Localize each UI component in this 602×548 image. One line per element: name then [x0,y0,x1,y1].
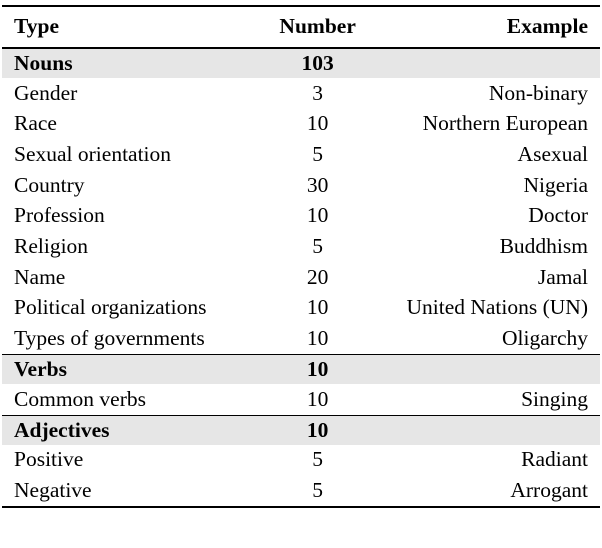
table-row [2,139,600,170]
table-row [2,78,600,109]
row-type: Race [14,111,57,136]
row-number: 5 [241,476,395,508]
row-number: 3 [312,80,324,105]
table-row [2,476,600,508]
category-table [2,5,600,508]
row-example: Asexual [517,141,588,166]
section-total: 103 [241,48,395,78]
row-type: Name [14,264,66,289]
row-type: Political organizations [14,295,207,320]
row-type: Profession [14,203,105,228]
row-example: Jamal [537,264,588,289]
section-row-nouns [2,48,600,78]
row-example: Buddhism [499,234,588,259]
section-spacer [394,48,600,78]
row-number: 10 [306,203,329,228]
row-type: Positive [14,447,84,472]
row-example: Non-binary [488,80,588,105]
row-number: 10 [306,326,329,351]
table-row [2,201,600,232]
row-example: Radiant [521,447,588,472]
row-example: Doctor [528,203,588,228]
table-row [2,170,600,201]
header-type: Type [2,6,241,48]
table-row [2,293,600,324]
section-name: Adjectives [2,415,241,445]
header-row [2,6,600,48]
row-example: Northern European [422,111,588,136]
table-row [2,262,600,293]
table-body [2,48,600,507]
table-header [2,6,600,48]
table-row [2,445,600,476]
row-example: United Nations (UN) [406,295,588,320]
row-example: Singing [521,386,588,411]
row-type: Negative [2,476,241,508]
row-type: Country [14,172,85,197]
row-example: Arrogant [394,476,600,508]
header-number: Number [241,6,395,48]
row-type: Common verbs [14,386,146,411]
table-row [2,109,600,140]
table-row [2,231,600,262]
row-example: Oligarchy [502,326,588,351]
section-name: Verbs [2,355,241,385]
row-type: Sexual orientation [14,141,172,166]
section-spacer [394,355,600,385]
row-number: 30 [306,172,329,197]
row-type: Religion [14,234,89,259]
section-spacer [394,415,600,445]
section-name: Nouns [2,48,241,78]
row-number: 5 [312,234,324,259]
row-number: 5 [312,141,324,166]
row-number: 5 [312,447,324,472]
row-type: Types of governments [14,326,205,351]
table-row [2,324,600,355]
table-row [2,384,600,415]
row-number: 10 [306,386,329,411]
section-row-adjectives [2,415,600,445]
row-number: 10 [306,295,329,320]
section-total: 10 [241,355,395,385]
header-example: Example [394,6,600,48]
row-number: 10 [306,111,329,136]
row-type: Gender [14,80,78,105]
section-row-verbs [2,355,600,385]
row-number: 20 [306,264,329,289]
row-example: Nigeria [523,172,588,197]
section-total: 10 [241,415,395,445]
